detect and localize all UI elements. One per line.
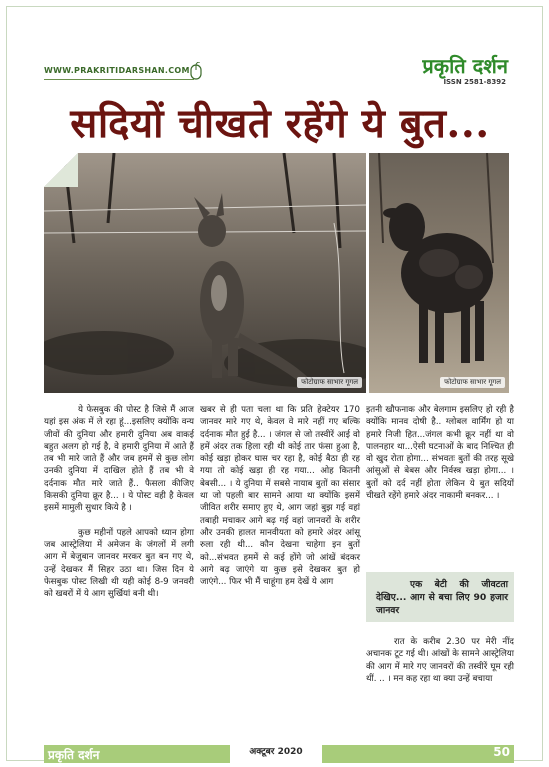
computer-mouse-icon: [190, 62, 202, 80]
page-number: 50: [493, 745, 510, 759]
article-column-2: [200, 404, 360, 600]
burnt-sheep-photo: [369, 153, 509, 393]
article-paragraph: खबर से ही पता चला था कि प्रति हेक्टेयर 170 जानवर मारे गए थे, केवल वे मारे नहीं गए बल्कि दर्दनाक मौत हुई है... । जंगल से जो तस्वीरें आई वो हमें अंदर तक हिला रही थी कोई तार फंसा हुआ है, कोई खड़ा होकर घास चर रहा है, कोई बैठा ही रह गया तो कोई खड़ा ही रह गया... ओह कितनी बेबसी... । ये दुनिया में सबसे नायाब बुतों का संसार था जो पहली बार सामने आया था क्योंकि इसमें जीवित शरीर समाए हुए थे, आग जहां बुझ गई वहां तबाही मचाकर आगे बढ़ गई वहां जानवरों के शरीर और उनकी हालत मानवीयता को हमारे अंदर आंसू रुला रही थी... कौन देखना चाहेगा इन बुतों को...संभवत हममें से कई होंगे जो आंखें बंदकर आगे बढ़ जाएंगे या कुछ इसे देखकर बुत हो जाएंगे... फिर भी मैं चाहूंगा हम देखें ये आग: [200, 405, 360, 588]
article-paragraph: कुछ महीनों पहले आपको ध्यान होगा जब आस्ट्रेलिया में अमेजन के जंगलों में लगी आग में बेजुबान जानवर मरकर बुत बन गए थे, उन्हें देखकर मैं सिहर उठा था। जिस दिन ये फेसबुक पोस्ट लिखी थी यही कोई 8-9 जनवरी को खबरों में ये आग सुर्खियां बनी थी।: [44, 527, 194, 600]
article-column-3: [366, 404, 514, 514]
photo-credit-right: फोटोग्राफ साभार गूगल: [440, 377, 505, 388]
page-corner-fold: [44, 153, 78, 187]
footer-magazine-title: प्रकृति दर्शन: [48, 748, 100, 762]
burnt-kangaroo-photo: [44, 153, 366, 393]
page-footer: [44, 745, 514, 765]
article-column-3-continued: [366, 636, 514, 697]
article-paragraph: रात के करीब 2.30 पर मेरी नींद अचानक टूट गई थी। आंखों के सामने आस्ट्रेलिया की आग में मारे गए जानवरों की तस्वीरें घूम रही थीं. .. । मन कह रहा था क्या उन्हें बचाया: [366, 637, 514, 684]
article-headline: सदियों चीखते रहेंगे ये बुत...: [70, 100, 490, 147]
burnt-sheep-image: [369, 153, 509, 393]
burnt-kangaroo-image: [44, 153, 366, 393]
magazine-title: प्रकृति दर्शन: [422, 54, 508, 78]
article-paragraph: ये फेसबुक की पोस्ट है जिसे मैं आज यहां इस अंक में ले रहा हूं...इसलिए क्योंकि वन्य जीवों की दुनिया और हमारी दुनिया अब वाकई बहुत अलग हो गई है, वे हमारी दुनिया में आते हैं तब भी मारे जाते हैं और जब हममें से कुछ लोग उनकी दुनिया में दाखिल होते हैं तब भी वे दर्दनाक मौत मारे जाते हैं.. फैसला कीजिए किसकी दुनिया क्रूर है... । ये पोस्ट वही है केवल इसमें मामुली सुधार किये है ।: [44, 405, 194, 514]
photo-credit-left: फोटोग्राफ साभार गूगल: [297, 377, 362, 388]
website-url[interactable]: WWW.PRAKRITIDARSHAN.COM: [44, 66, 190, 75]
page-header: [44, 50, 514, 90]
article-column-1: [44, 404, 194, 612]
issn-number: ISSN 2581-8392: [443, 78, 506, 86]
article-paragraph: इतनी खौफनाक और बेलगाम इसलिए हो रही है क्योंकि मानव दोषी है.. ग्लोबल वार्मिंग हो या हमारे निजी हित...जंगल कभी क्रूर नहीं था वो पालनहार था...ऐसी घटनाओं के बाद निश्चित ही वो खुद रोता होगा... संभवतः बुतों की तरह सूखे आंसुओं से बेबस और निर्वस्त्र खड़ा होगा... । बुतों को दर्द नहीं होता लेकिन ये बुत सदियों चीखते रहेंगे हमारे अंदर नाकामी बनकर... ।: [366, 405, 514, 502]
subheading-callout: [366, 572, 514, 622]
header-rule: [44, 79, 194, 80]
issue-date: अक्टूबर 2020: [230, 742, 322, 763]
callout-text: एक बेटी की जीवटता देखिए... आग से बचा लिए 90 हजार जानवर: [376, 579, 508, 616]
